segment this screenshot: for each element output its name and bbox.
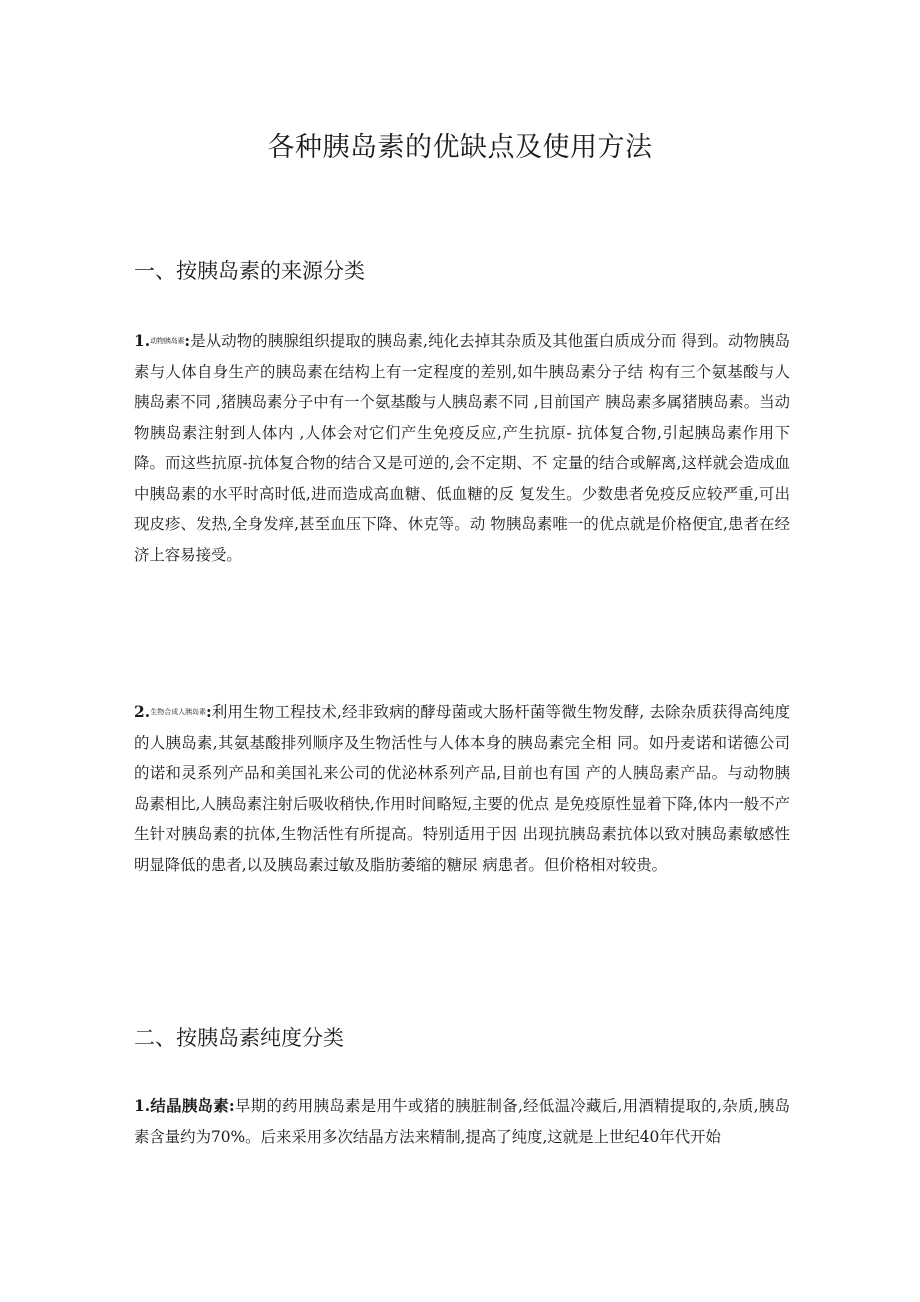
paragraph-text: 利用生物工程技术,经非致病的酵母菌或大肠杆菌等微生物发酵, 去除杂质获得高纯度的人胰岛素,其氨基酸排列顺序及生物活性与人体本身的胰岛素完全相 同。如丹麦诺和诺德公司的诺和灵系列产品和美国礼来公司的优泌林系列产品,目前也有国 产的人胰岛素产品。与动物胰岛素相比,人胰岛素注射后吸收稍快,作用时间略短,主要的优点 是免疫原性显着下降,体内一般不产生针对胰岛素的抗体,生物活性有所提高。特别适用于因 出现抗胰岛素抗体以致对胰岛素敏感性明显降低的患者,以及胰岛素过敏及脂肪萎缩的糖尿 病患者。但价格相对较贵。: [134, 703, 790, 874]
item-label: 生物合成人胰岛素: [150, 708, 206, 716]
item-colon: :: [184, 332, 191, 350]
section-heading-purity: 二、按胰岛素纯度分类: [134, 1026, 344, 1050]
paragraph-crystalline-insulin: [134, 1091, 790, 1152]
item-number: 1.: [134, 332, 151, 350]
paragraph-text: 早期的药用胰岛素是用牛或猪的胰脏制备,经低温冷藏后,用酒精提取的,杂质,胰岛素含量约为70%。后来采用多次结晶方法来精制,提高了纯度,这就是上世纪40年代开始: [134, 1097, 790, 1146]
item-colon: :: [205, 703, 212, 721]
item-label: 1.结晶胰岛素:: [134, 1097, 235, 1115]
item-label: 动物胰岛素: [150, 337, 185, 345]
paragraph-human-insulin: [134, 697, 790, 880]
paragraph-animal-insulin: [134, 326, 790, 570]
paragraph-text: 是从动物的胰腺组织提取的胰岛素,纯化去掉其杂质及其他蛋白质成分而 得到。动物胰岛素与人体自身生产的胰岛素在结构上有一定程度的差别,如牛胰岛素分子结 构有三个氨基酸与人胰岛素不同 ,猪胰岛素分子中有一个氨基酸与人胰岛素不同 ,目前国产 胰岛素多属猪胰岛素。当动物胰岛素注射到人体内 ,人体会对它们产生免疫反应,产生抗原- 抗体复合物,引起胰岛素作用下降。而这些抗原-抗体复合物的结合又是可逆的,会不定期、不 定量的结合或解离,这样就会造成血中胰岛素的水平时高时低,进而造成高血糖、低血糖的反 复发生。少数患者免疫反应较严重,可出现皮疹、发热,全身发痒,甚至血压下降、休克等。动 物胰岛素唯一的优点就是价格便宜,患者在经济上容易接受。: [134, 332, 790, 564]
document-title: 各种胰岛素的优缺点及使用方法: [267, 132, 653, 163]
item-number: 2.: [134, 703, 151, 721]
section-heading-source: 一、按胰岛素的来源分类: [134, 259, 365, 283]
